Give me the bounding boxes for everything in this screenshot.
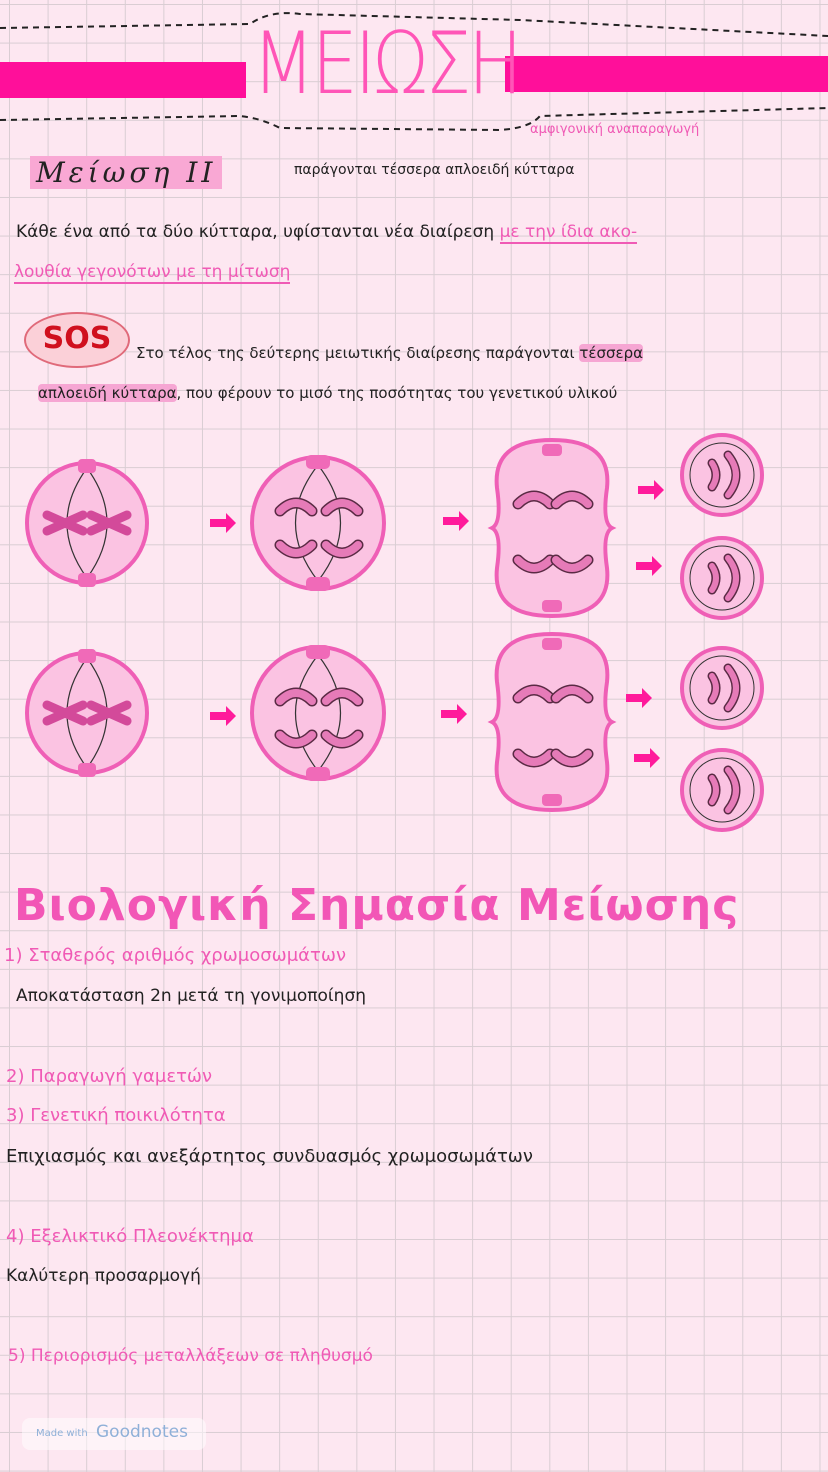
row-2-cells (27, 634, 762, 830)
item-3-title: 3) Γενετική ποικιλότητα (6, 1105, 226, 1126)
sos-badge: SOS (24, 312, 130, 368)
haploid-cell (682, 435, 762, 515)
made-with-label: Made with (36, 1428, 88, 1439)
anaphase-cell (252, 645, 384, 781)
item-2-title: 2) Παραγωγή γαμετών (6, 1066, 213, 1087)
sos-text-b: , που φέρουν το μισό της ποσότητας του γενετικού υλικού (176, 384, 618, 402)
arrow-icon (441, 704, 467, 724)
para1-highlight-a: με την ίδια ακο- (499, 222, 638, 242)
telophase-cell (492, 440, 612, 616)
sos-text-a: Στο τέλος της δεύτερης μειωτικής διαίρεσης παράγονται (136, 344, 575, 362)
arrow-icon (636, 556, 662, 576)
anaphase-cell (252, 455, 384, 591)
goodnotes-watermark (22, 1418, 206, 1450)
sos-highlight-b: απλοειδή κύτταρα (38, 384, 177, 402)
arrow-icon (210, 706, 236, 726)
section-heading-text: Μείωση ΙΙ (30, 156, 222, 189)
title-note: αμφιγονική αναπαραγωγή (530, 122, 700, 137)
arrow-icon (210, 513, 236, 533)
brand-label: Goodnotes (96, 1422, 188, 1442)
haploid-cell (682, 538, 762, 618)
haploid-cell (682, 648, 762, 728)
metaphase-cell (27, 649, 147, 777)
item-1-title: 1) Σταθερός αριθμός χρωμοσωμάτων (4, 945, 347, 966)
para1-text: Κάθε ένα από τα δύο κύτταρα, υφίστανται νέα διαίρεση (16, 222, 495, 242)
item-5-title: 5) Περιορισμός μεταλλάξεων σε πληθυσμό (8, 1346, 373, 1366)
arrow-icon (443, 511, 469, 531)
telophase-cell (492, 634, 612, 810)
arrow-icon (626, 688, 652, 708)
sos-highlight-a: τέσσερα (579, 344, 643, 362)
item-3-detail: Επιχιασμός και ανεξάρτητος συνδυασμός χρωμοσωμάτων (6, 1146, 533, 1167)
section-note: παράγονται τέσσερα απλοειδή κύτταρα (294, 162, 575, 178)
importance-heading: Βιολογική Σημασία Μείωσης (14, 880, 740, 931)
item-1-detail: Αποκατάσταση 2n μετά τη γονιμοποίηση (16, 986, 366, 1006)
metaphase-cell (27, 459, 147, 587)
item-4-title: 4) Εξελικτικό Πλεονέκτημα (6, 1226, 254, 1247)
row-1-cells (27, 435, 762, 618)
haploid-cell (682, 750, 762, 830)
arrow-icon (634, 748, 660, 768)
para1-highlight-b: λουθία γεγονότων με τη μίτωση (14, 262, 291, 282)
item-4-detail: Καλύτερη προσαρμογή (6, 1266, 201, 1286)
page-title: ΜΕΙΩΣΗ (252, 14, 520, 114)
arrow-icon (638, 480, 664, 500)
